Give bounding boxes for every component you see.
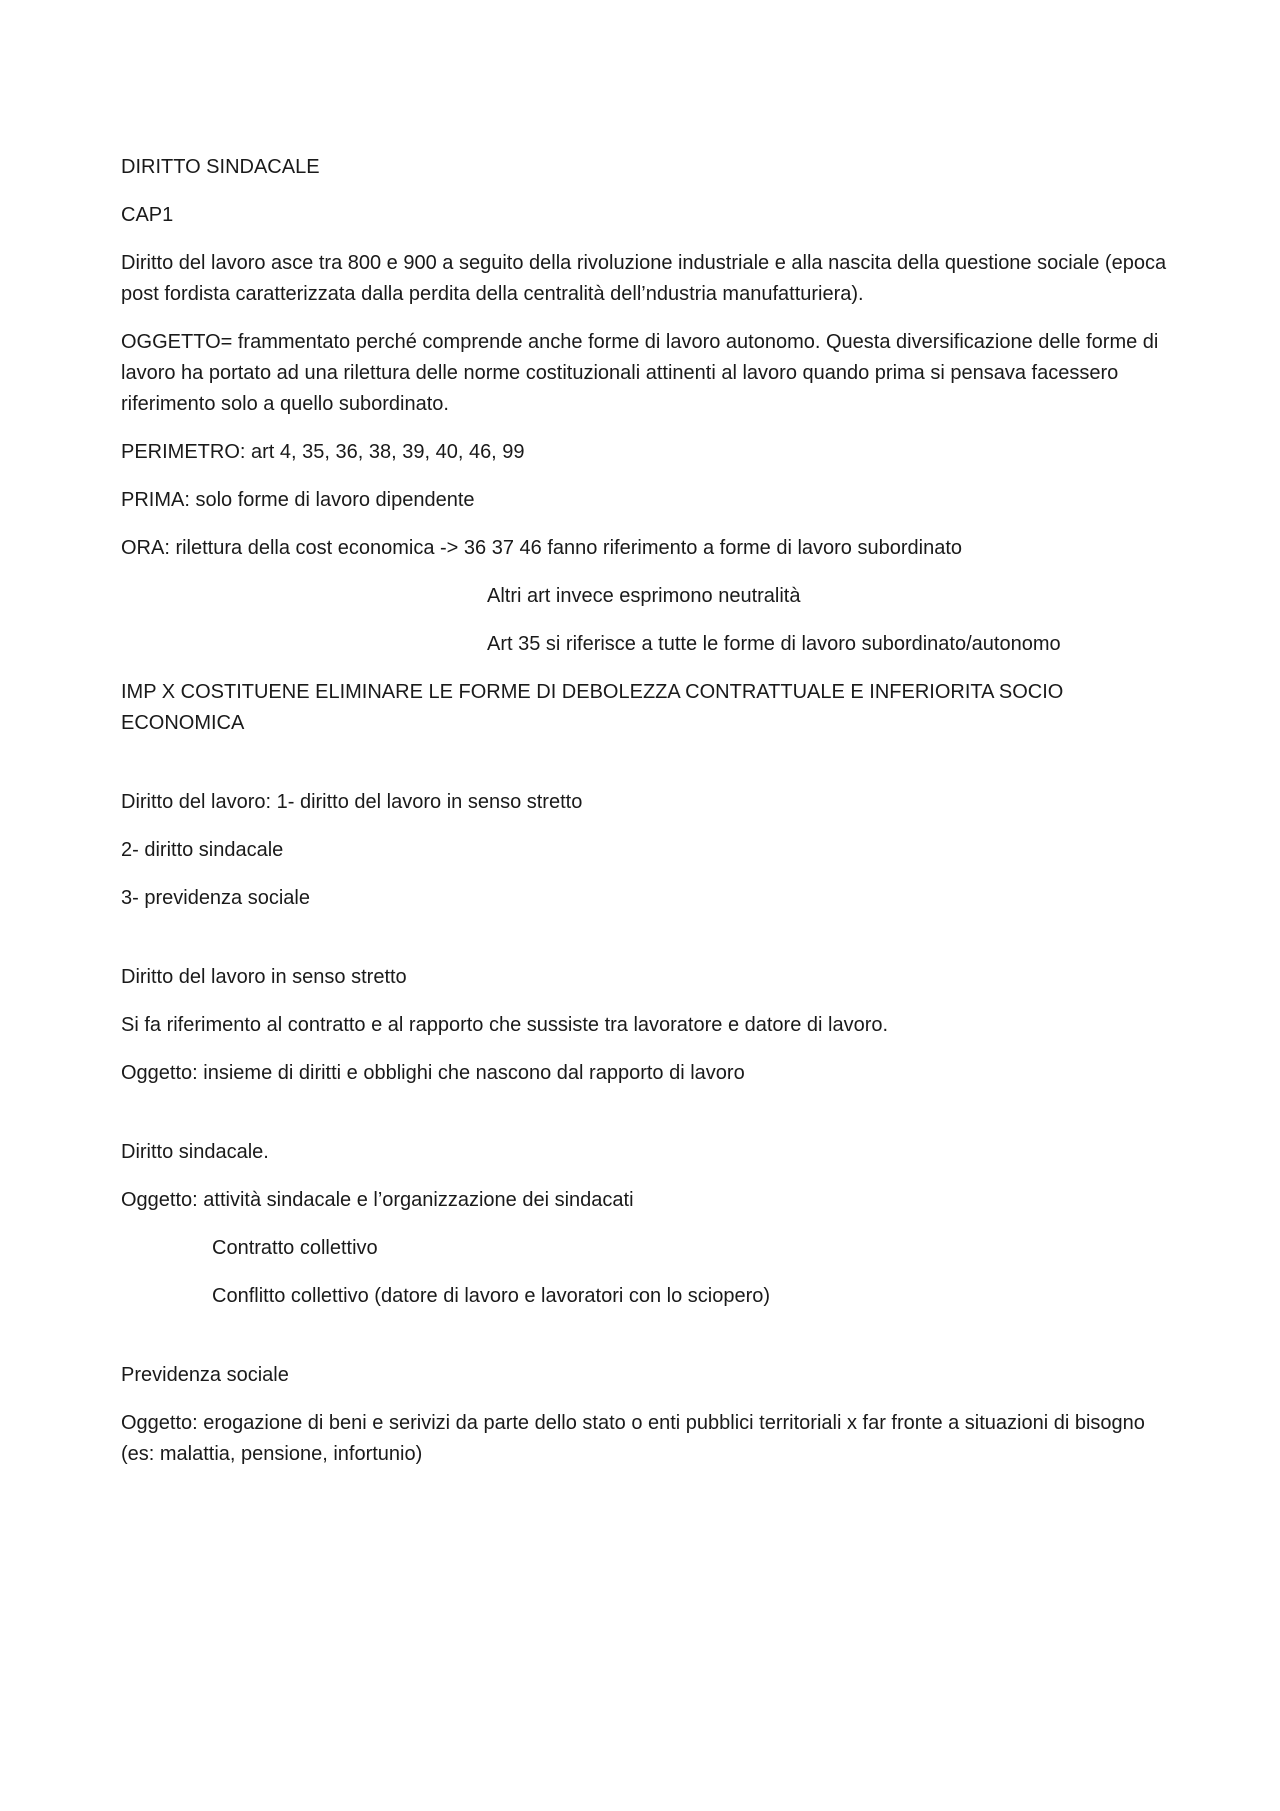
paragraph-imp: IMP X COSTITUENE ELIMINARE LE FORME DI DEBOLEZZA CONTRATTUALE E INFERIORITA SOCIO ECONOMICA bbox=[121, 681, 1064, 734]
heading-diritto-sindacale: Diritto sindacale. bbox=[121, 1141, 269, 1163]
paragraph-partizione-3: 3- previdenza sociale bbox=[121, 887, 310, 909]
paragraph-prima: PRIMA: solo forme di lavoro dipendente bbox=[121, 489, 475, 511]
paragraph-contratto-collettivo: Contratto collettivo bbox=[212, 1237, 378, 1259]
spacer bbox=[121, 931, 1171, 962]
paragraph-art35: Art 35 si riferisce a tutte le forme di lavoro subordinato/autonomo bbox=[487, 633, 1061, 655]
paragraph-partizioni: Diritto del lavoro: 1- diritto del lavoro in senso stretto bbox=[121, 791, 583, 813]
paragraph-senso-stretto-2: Oggetto: insieme di diritti e obblighi che nascono dal rapporto di lavoro bbox=[121, 1062, 745, 1084]
paragraph-altri-art: Altri art invece esprimono neutralità bbox=[487, 585, 801, 607]
document-title: DIRITTO SINDACALE bbox=[121, 156, 320, 178]
paragraph-perimetro: PERIMETRO: art 4, 35, 36, 38, 39, 40, 46, 99 bbox=[121, 441, 525, 463]
spacer bbox=[121, 1106, 1171, 1137]
spacer bbox=[121, 1329, 1171, 1360]
document-body bbox=[121, 152, 1171, 1487]
chapter-heading: CAP1 bbox=[121, 204, 174, 226]
spacer bbox=[121, 756, 1171, 787]
paragraph-origin: Diritto del lavoro asce tra 800 e 900 a seguito della rivoluzione industriale e alla nascita della questione sociale (epoca post fordista caratterizzata dalla perdita della centralità dell’ndustria manufatturiera). bbox=[121, 252, 1167, 305]
heading-previdenza-sociale: Previdenza sociale bbox=[121, 1364, 289, 1386]
paragraph-partizione-2: 2- diritto sindacale bbox=[121, 839, 284, 861]
paragraph-senso-stretto-1: Si fa riferimento al contratto e al rapporto che sussiste tra lavoratore e datore di lavoro. bbox=[121, 1014, 889, 1036]
paragraph-sindacale-oggetto: Oggetto: attività sindacale e l’organizzazione dei sindacati bbox=[121, 1189, 634, 1211]
paragraph-ora: ORA: rilettura della cost economica -> 36 37 46 fanno riferimento a forme di lavoro subordinato bbox=[121, 537, 962, 559]
paragraph-oggetto: OGGETTO= frammentato perché comprende anche forme di lavoro autonomo. Questa diversificazione delle forme di lavoro ha portato ad una rilettura delle norme costituzionali attinenti al lavoro quando prima si pensava facessero riferimento solo a quello subordinato. bbox=[121, 331, 1159, 415]
paragraph-conflitto-collettivo: Conflitto collettivo (datore di lavoro e lavoratori con lo sciopero) bbox=[212, 1285, 771, 1307]
heading-senso-stretto: Diritto del lavoro in senso stretto bbox=[121, 966, 407, 988]
paragraph-previdenza-oggetto: Oggetto: erogazione di beni e serivizi da parte dello stato o enti pubblici territoriali x far fronte a situazioni di bisogno (es: malattia, pensione, infortunio) bbox=[121, 1412, 1145, 1465]
